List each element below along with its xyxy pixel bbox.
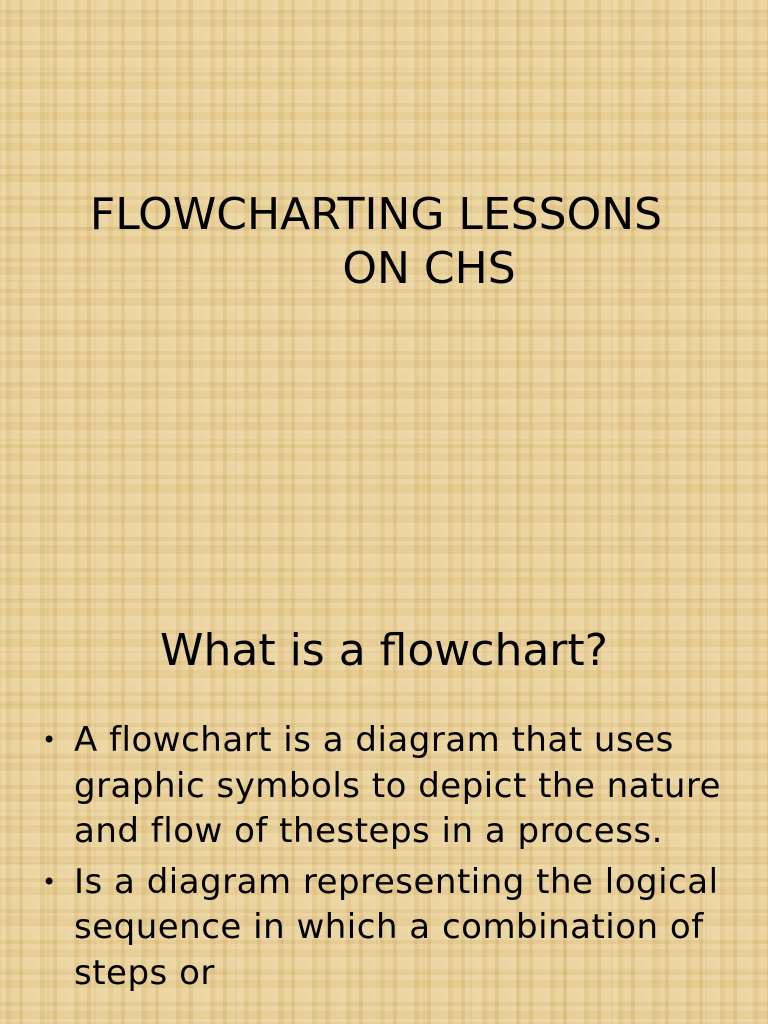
bullet-list	[42, 718, 732, 1001]
slide-heading: What is a flowchart?	[159, 625, 609, 676]
presentation-title-line-1: FLOWCHARTING LESSONS	[89, 189, 663, 240]
bullet-marker: •	[42, 726, 57, 754]
bullet-item	[42, 860, 732, 997]
bullet-text: A flowchart is a diagram that uses graphic symbols to depict the nature and flow of thesteps in a process.	[74, 720, 722, 851]
bullet-text: Is a diagram representing the logical sequence in which a combination of steps or	[74, 861, 719, 993]
bullet-item	[42, 718, 732, 855]
content-slide	[0, 512, 768, 1024]
bullet-marker: •	[42, 867, 57, 896]
presentation-title	[0, 188, 768, 296]
presentation-title-line-2: ON CHS	[342, 243, 516, 294]
